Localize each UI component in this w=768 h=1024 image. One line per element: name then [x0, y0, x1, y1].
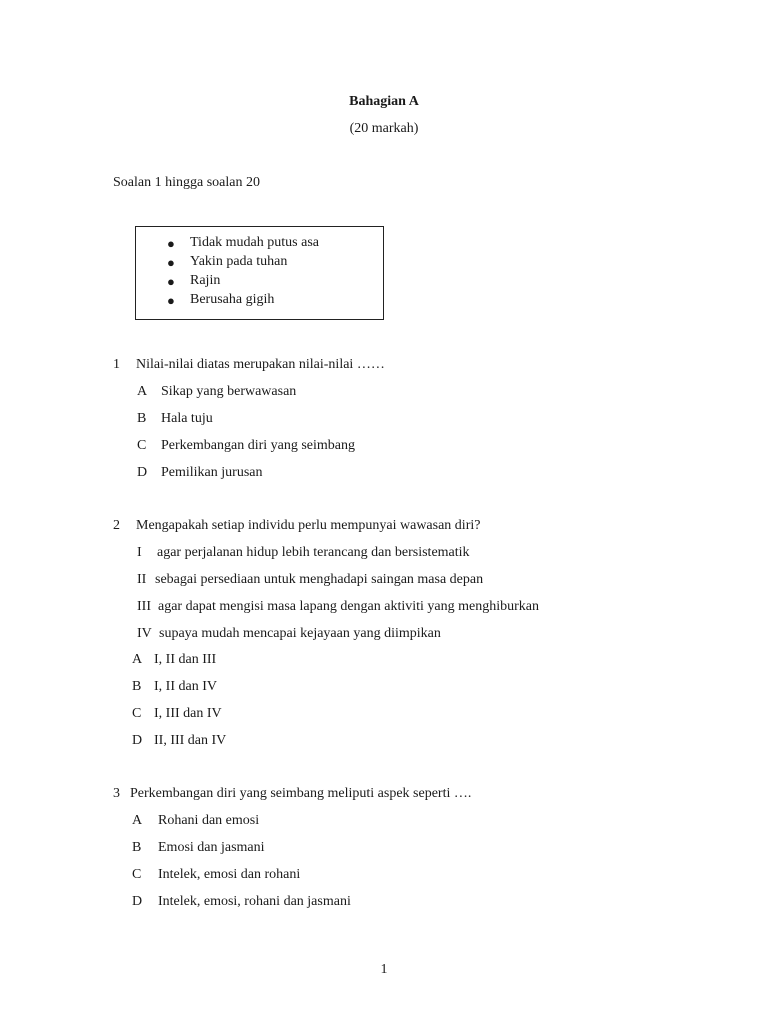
bullet-icon: ●: [167, 255, 175, 270]
option-label: D: [137, 465, 148, 480]
section-title: Bahagian A: [349, 94, 419, 109]
option-label: B: [132, 679, 142, 694]
option-label: D: [132, 894, 143, 909]
option-text: Rohani dan emosi: [158, 813, 260, 828]
statement-text: sebagai persediaan untuk menghadapi saingan masa depan: [155, 572, 484, 587]
statement-text: agar perjalanan hidup lebih terancang dan bersistematik: [157, 545, 470, 560]
box-item: Rajin: [190, 273, 221, 288]
box-item: Berusaha gigih: [190, 292, 275, 307]
option-label: B: [137, 411, 147, 426]
option-text: Emosi dan jasmani: [158, 840, 265, 855]
option-label: C: [132, 706, 142, 721]
option-label: B: [132, 840, 142, 855]
option-label: A: [132, 652, 143, 667]
bullet-icon: ●: [167, 293, 175, 308]
option-label: A: [132, 813, 143, 828]
statement-label: II: [137, 572, 147, 587]
option-text: Intelek, emosi, rohani dan jasmani: [158, 894, 351, 909]
option-text: Perkembangan diri yang seimbang: [161, 438, 356, 453]
option-text: I, III dan IV: [154, 706, 222, 721]
option-label: A: [137, 384, 148, 399]
statement-label: I: [137, 545, 142, 560]
statement-text: agar dapat mengisi masa lapang dengan aktiviti yang menghiburkan: [158, 599, 539, 614]
option-label: C: [132, 867, 142, 882]
option-text: I, II dan IV: [154, 679, 217, 694]
question-number: 2: [113, 518, 120, 533]
option-text: Pemilikan jurusan: [161, 465, 263, 480]
option-text: Intelek, emosi dan rohani: [158, 867, 301, 882]
marks-subtitle: (20 markah): [349, 121, 419, 136]
option-text: Sikap yang berwawasan: [161, 384, 297, 399]
statement-label: III: [137, 599, 151, 614]
bullet-icon: ●: [167, 236, 175, 251]
option-label: D: [132, 733, 143, 748]
option-label: C: [137, 438, 147, 453]
question-text: Nilai-nilai diatas merupakan nilai-nilai ……: [136, 357, 385, 372]
values-box: [135, 226, 384, 320]
option-text: I, II dan III: [154, 652, 217, 667]
option-text: II, III dan IV: [154, 733, 227, 748]
box-item: Tidak mudah putus asa: [190, 235, 319, 250]
statement-label: IV: [137, 626, 152, 641]
bullet-icon: ●: [167, 274, 175, 289]
question-text: Mengapakah setiap individu perlu mempunyai wawasan diri?: [136, 518, 481, 533]
statement-text: supaya mudah mencapai kejayaan yang diimpikan: [159, 626, 441, 641]
instructions: Soalan 1 hingga soalan 20: [113, 175, 260, 190]
question-number: 3: [113, 786, 120, 801]
question-text: Perkembangan diri yang seimbang meliputi aspek seperti ….: [130, 786, 472, 801]
box-item: Yakin pada tuhan: [190, 254, 288, 269]
page-number: 1: [380, 962, 388, 977]
question-number: 1: [113, 357, 120, 372]
option-text: Hala tuju: [161, 411, 213, 426]
